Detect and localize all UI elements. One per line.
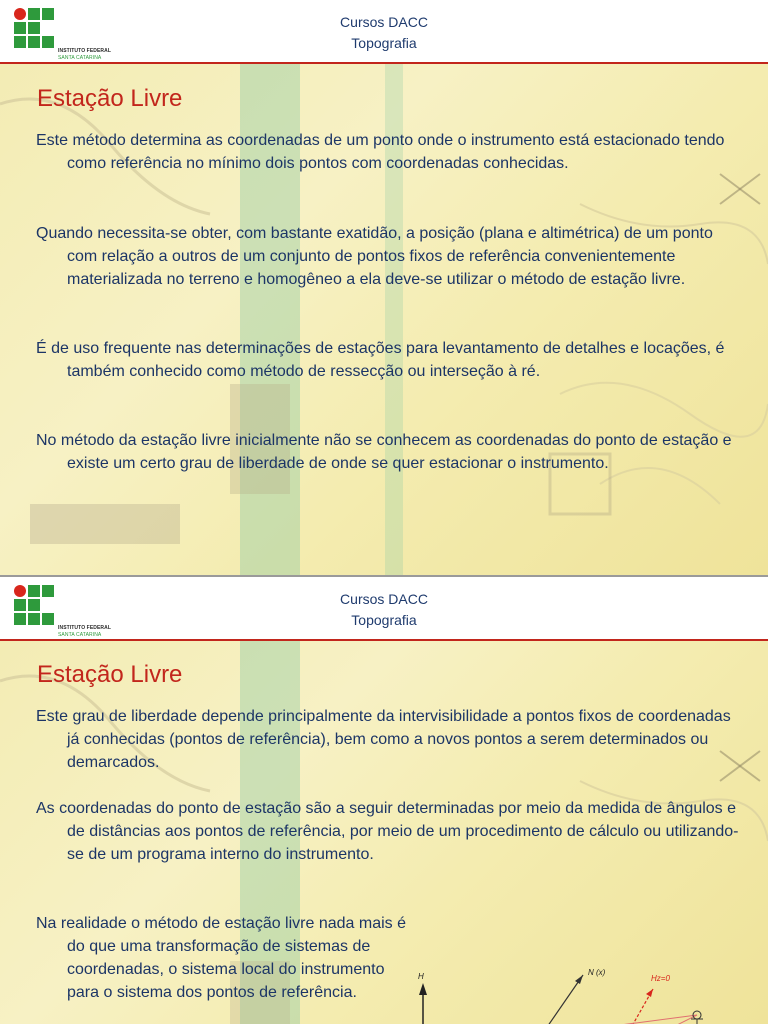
paragraph: Este método determina as coordenadas de um ponto onde o instrumento está estacionado tendo como referência no mínimo dois pontos com coordenadas conhecidas. <box>36 132 725 172</box>
hz-label: Hz=0 <box>651 974 670 983</box>
slide-2 <box>0 577 768 1024</box>
logo-text-line1: INSTITUTO FEDERAL <box>58 48 111 54</box>
paragraph: No método da estação livre inicialmente não se conhecem as coordenadas do ponto de estação e existe um certo grau de liberdade de onde se quer estacionar o instrumento. <box>36 432 732 472</box>
slide-background <box>0 64 768 575</box>
logo-text-line1: INSTITUTO FEDERAL <box>58 625 111 631</box>
north-label: N (x) <box>588 968 606 977</box>
paragraph: É de uso frequente nas determinações de estações para levantamento de detalhes e locações, é também conhecido como método de ressecção ou interseção à ré. <box>36 340 725 380</box>
paragraph: As coordenadas do ponto de estação são a seguir determinadas por meio da medida de ângulos e de distâncias aos pontos de referência, por meio de um procedimento de cálculo ou utilizando-se de um programa interno do instrumento. <box>36 800 739 863</box>
logo-text-line2: SANTA CATARINA <box>58 632 102 638</box>
slide-title: Estação Livre <box>37 661 183 688</box>
header-subject: Topografia <box>351 612 417 628</box>
slide-header <box>0 577 768 640</box>
logo-text-line2: SANTA CATARINA <box>58 55 102 61</box>
height-axis-label: H <box>418 972 424 981</box>
paragraph: Na realidade o método de estação livre nada mais é do que uma transformação de sistemas de coordenadas, o sistema local do instrumento para o sistema dos pontos de referência. <box>36 915 406 1001</box>
free-station-diagram <box>405 951 768 1024</box>
header-course: Cursos DACC <box>340 591 428 607</box>
header-subject: Topografia <box>351 35 417 51</box>
header-course: Cursos DACC <box>340 14 428 30</box>
slide-background <box>0 641 768 1024</box>
slide-title: Estação Livre <box>37 85 183 112</box>
slide-header <box>0 0 768 63</box>
paragraph: Este grau de liberdade depende principalmente da intervisibilidade a pontos fixos de coordenadas já conhecidas (pontos de referência), bem como a novos pontos a serem determinados ou demarcados. <box>36 708 731 771</box>
paragraph: Quando necessita-se obter, com bastante exatidão, a posição (plana e altimétrica) de um ponto com relação a outros de um conjunto de pontos fixos de referência convenientemente materializada no terreno e homogêneo a ela deve-se utilizar o método de estação livre. <box>36 225 713 288</box>
